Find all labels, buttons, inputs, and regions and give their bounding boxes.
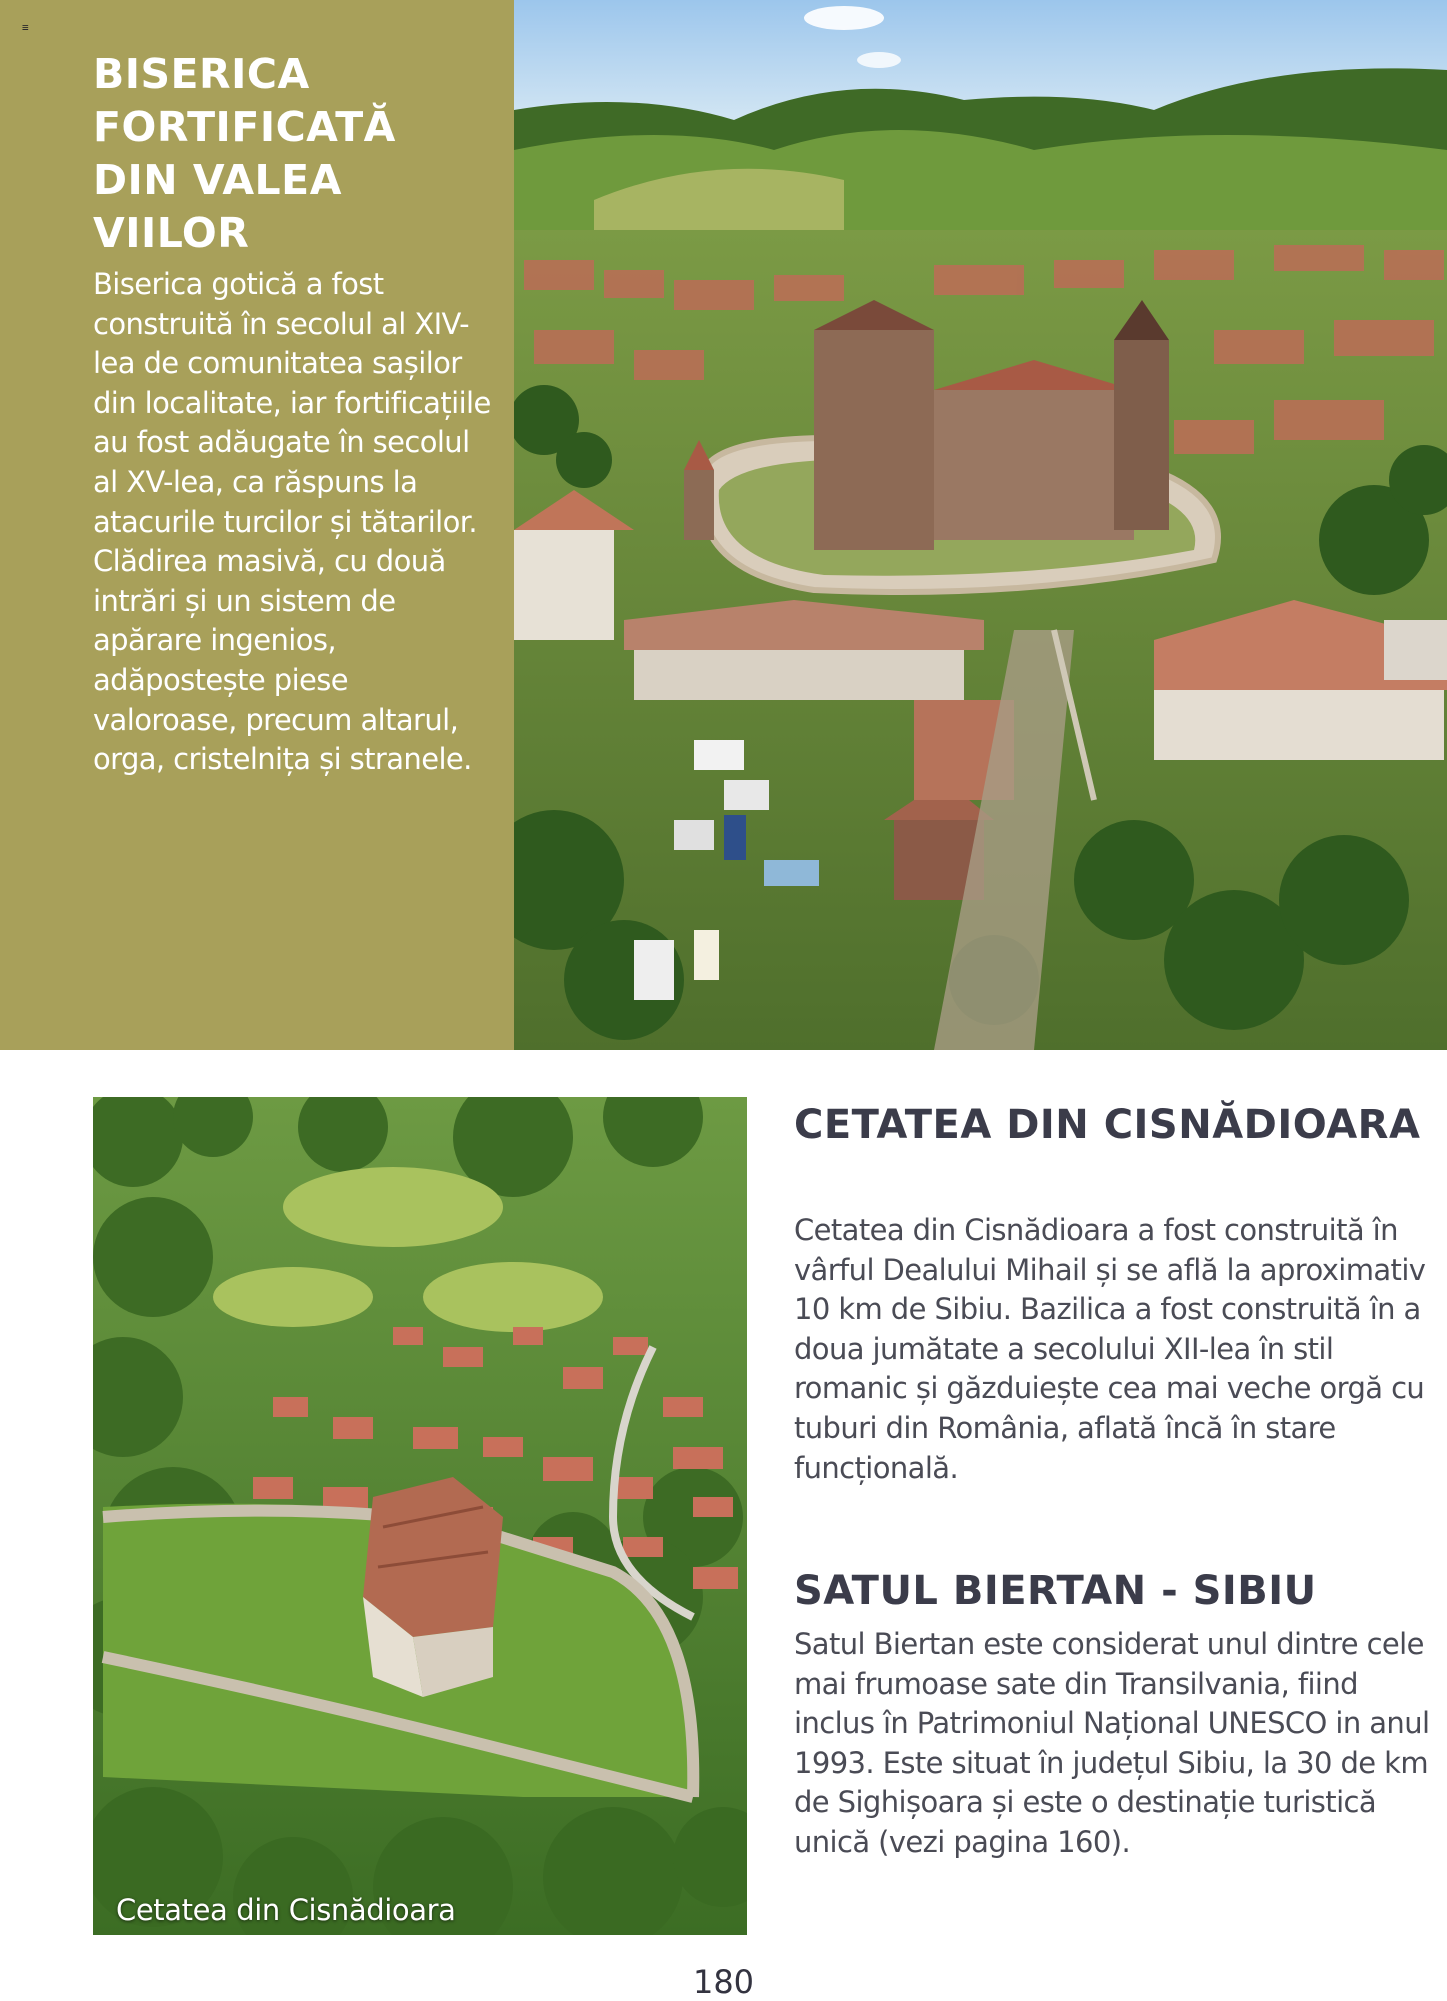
valea-viilor-photo <box>514 0 1447 1050</box>
menu-icon[interactable]: ≡ <box>22 21 29 34</box>
section3-body: Satul Biertan este considerat unul dintre cele mai frumoase sate din Transilvania, fiind inclus în Patrimoniul Național UNESCO in anul 1993. Este situat în județul Sibiu, la 30 de km de Sighișoara și este o destinație turistică unică (vezi pagina 160). <box>794 1627 1430 1859</box>
section1-title: BISERICA FORTIFICATĂ DIN VALEA VIILOR <box>93 50 396 257</box>
page-number: 180 <box>692 1963 755 2001</box>
photo-caption: Cetatea din Cisnădioara <box>116 1893 456 1927</box>
section2-body: Cetatea din Cisnădioara a fost construită în vârful Dealului Mihail și se află la aproximativ 10 km de Sibiu. Bazilica a fost construită în a doua jumătate a secolului XII-lea în stil romanic și găzduiește cea mai veche orgă cu tuburi din România, aflată încă în stare funcțională. <box>794 1213 1426 1485</box>
section1-body: Biserica gotică a fost construită în secolul al XIV-lea de comunitatea sașilor din localitate, iar fortificațiile au fost adăugate în secolul al XV-lea, ca răspuns la atacurile turcilor și tătarilor. Clădirea masivă, cu două intrări și un sistem de apărare ingenios, adăpostește piese valoroase, precum altarul, orga, cristelnița și stranele. <box>93 267 491 777</box>
section2-title: CETATEA DIN CISNĂDIOARA <box>794 1102 1421 1148</box>
section3-title: SATUL BIERTAN - SIBIU <box>794 1568 1317 1614</box>
cisnadioara-photo <box>93 1097 747 1935</box>
